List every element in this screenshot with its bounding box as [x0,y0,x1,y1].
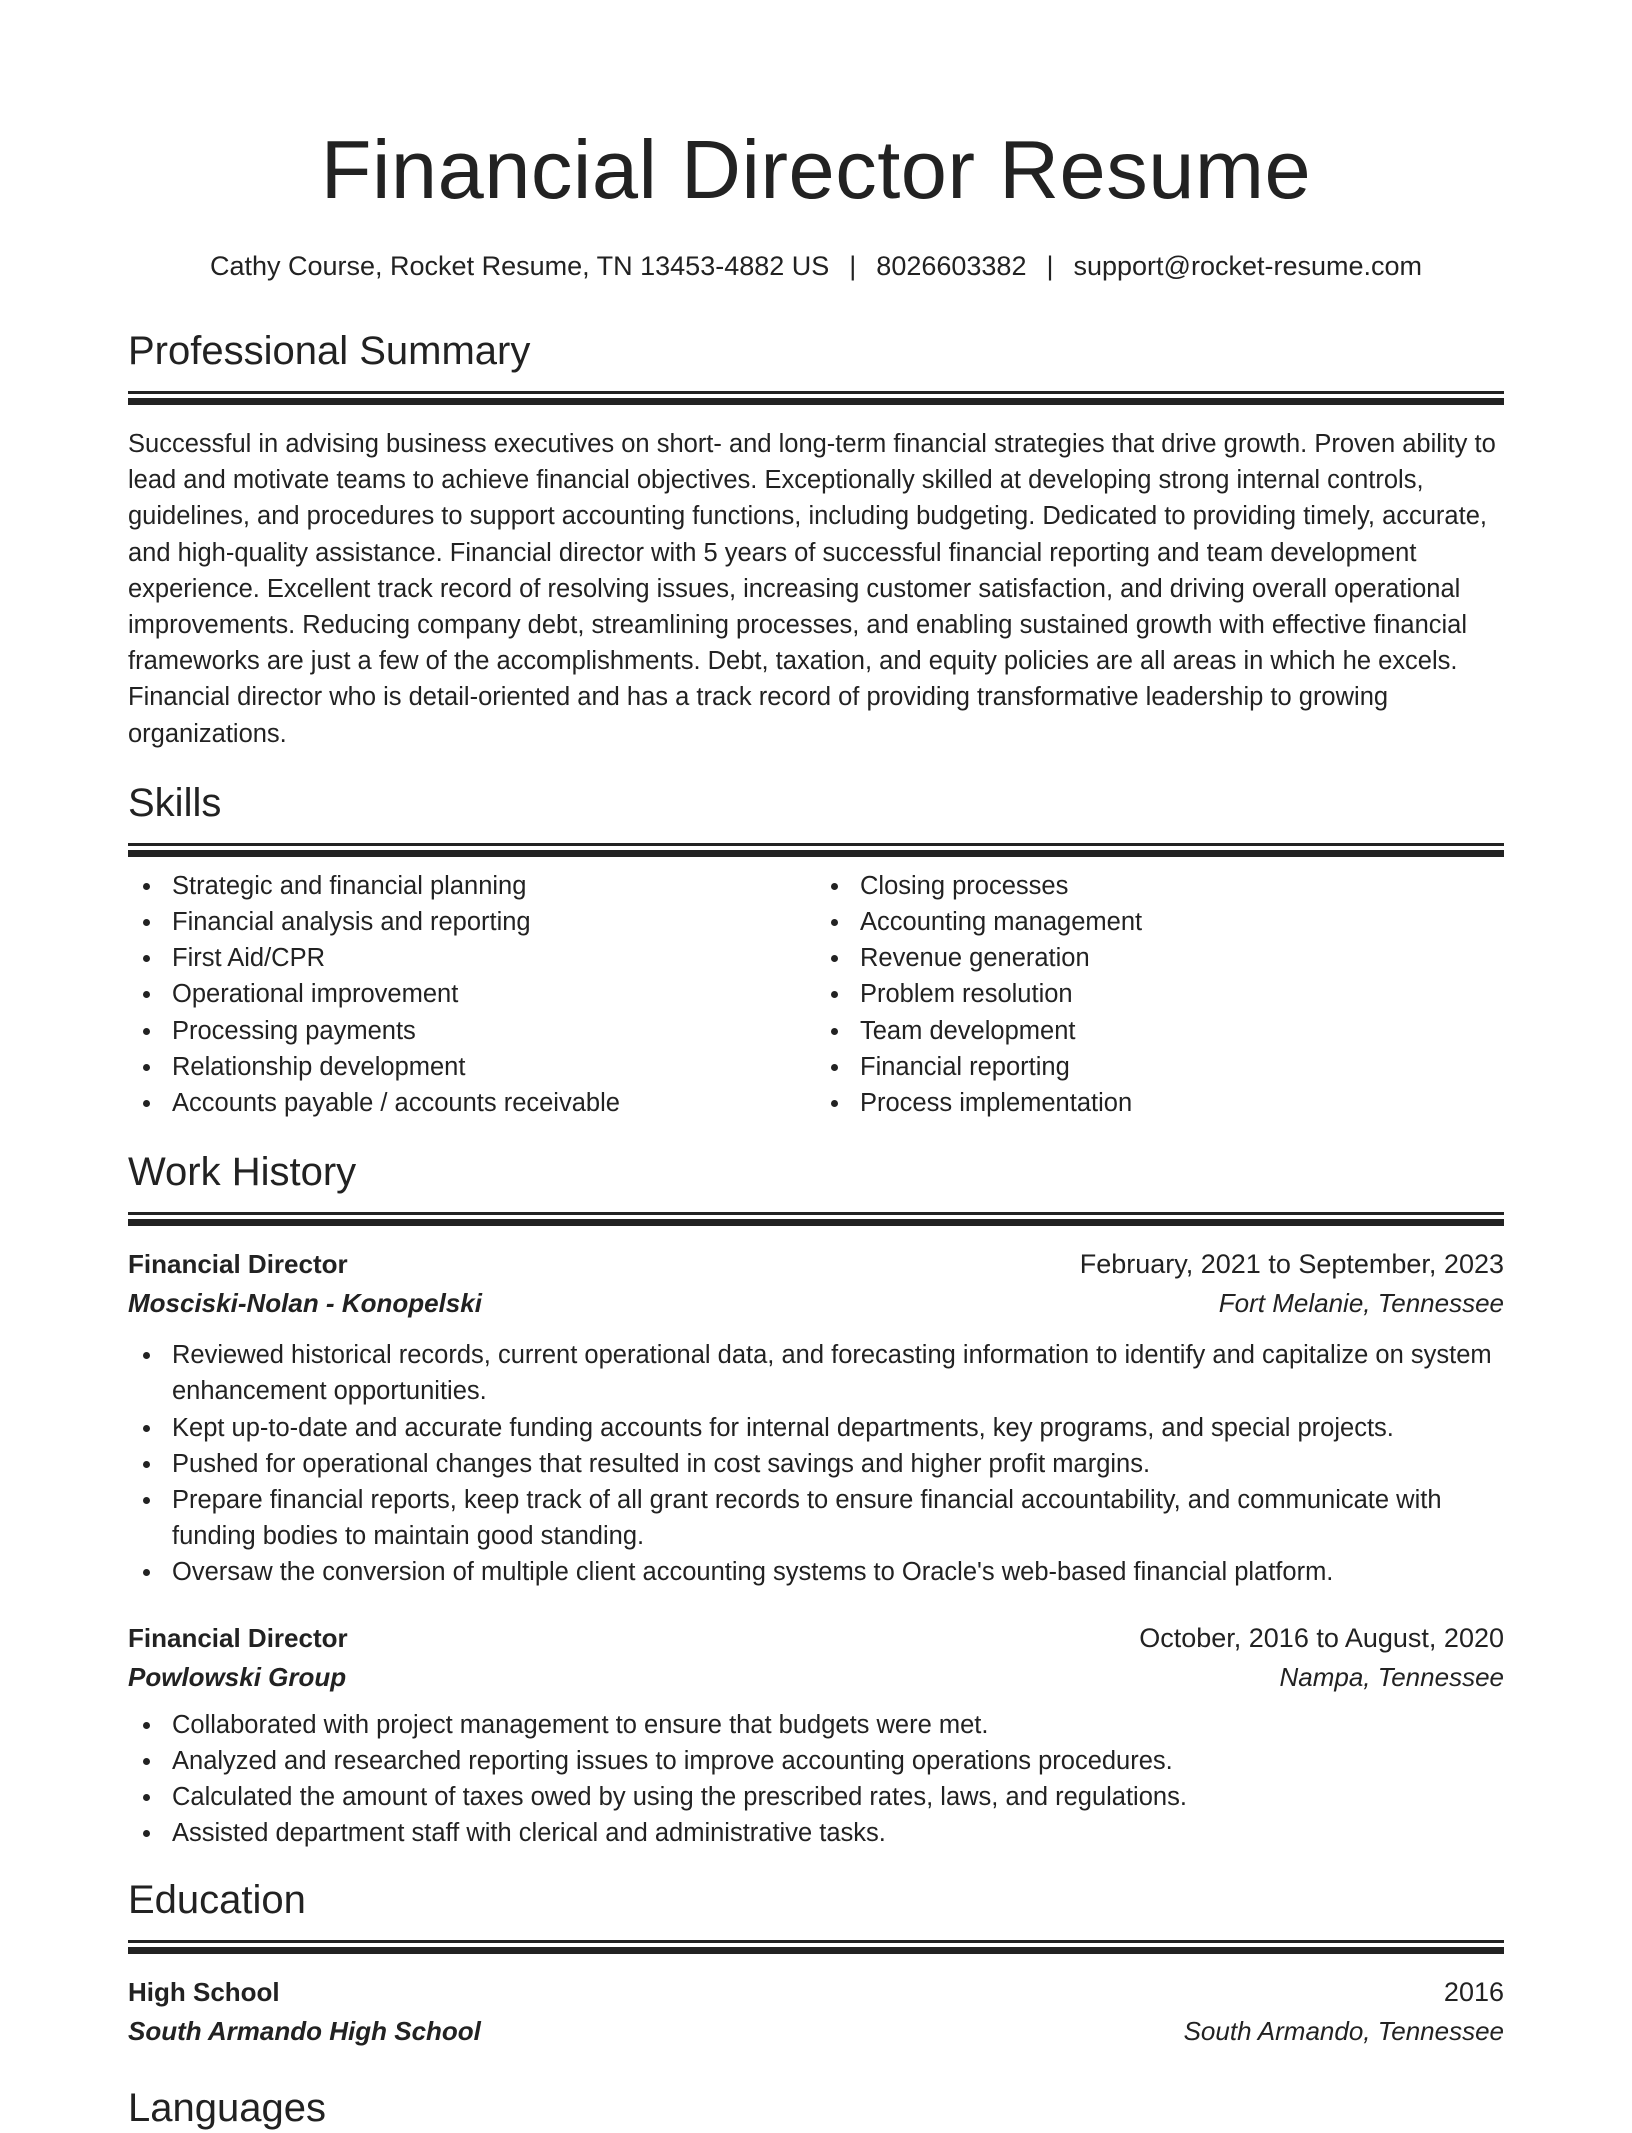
section-divider [128,1212,1504,1215]
job-company-row [128,1283,1504,1323]
skill-item: Team development [816,1013,1504,1049]
skill-item: First Aid/CPR [128,940,816,976]
skill-item: Financial analysis and reporting [128,904,816,940]
job-bullet: Collaborated with project management to ensure that budgets were met. [128,1707,1504,1743]
job-company-row [128,1657,1504,1697]
job-bullet: Calculated the amount of taxes owed by using the prescribed rates, laws, and regulations. [128,1779,1504,1815]
contact-email[interactable]: support@rocket-resume.com [1073,251,1423,281]
skill-item: Accounts payable / accounts receivable [128,1085,816,1121]
section-divider [128,843,1504,846]
skills-columns [128,868,1504,1121]
job-entry [128,1245,1504,1590]
job-bullet: Pushed for operational changes that resulted in cost savings and higher profit margins. [128,1446,1504,1482]
skill-item: Process implementation [816,1085,1504,1121]
skill-item: Strategic and financial planning [128,868,816,904]
contact-line [128,246,1504,286]
job-title: Financial Director [128,1249,348,1280]
job-company: Mosciski-Nolan - Konopelski [128,1288,482,1319]
skill-item: Problem resolution [816,976,1504,1012]
skill-item: Relationship development [128,1049,816,1085]
job-bullet: Kept up-to-date and accurate funding accounts for internal departments, key programs, and special projects. [128,1410,1504,1446]
work-history-section [128,1147,1504,1851]
job-company: Powlowski Group [128,1661,347,1692]
contact-separator: | [849,251,857,281]
job-bullet: Prepare financial reports, keep track of all grant records to ensure financial accountability, and communicate with funding bodies to maintain good standing. [128,1482,1504,1554]
job-location: Fort Melanie, Tennessee [1218,1288,1504,1319]
job-dates: October, 2016 to August, 2020 [1139,1622,1504,1653]
education-location: South Armando, Tennessee [1183,2016,1504,2047]
languages-section [128,2083,1504,2133]
skill-item: Financial reporting [816,1049,1504,1085]
job-header-row [128,1619,1504,1657]
job-bullet: Oversaw the conversion of multiple client accounting systems to Oracle's web-based financial platform. [128,1554,1504,1590]
section-divider [128,391,1504,394]
skill-item: Revenue generation [816,940,1504,976]
education-degree: High School [128,1977,280,2008]
job-dates: February, 2021 to September, 2023 [1079,1249,1504,1280]
contact-separator: | [1046,251,1054,281]
skill-item: Operational improvement [128,976,816,1012]
job-bullet: Assisted department staff with clerical and administrative tasks. [128,1815,1504,1851]
skill-item: Closing processes [816,868,1504,904]
section-heading-skills: Skills [128,780,222,825]
summary-text: Successful in advising business executives on short- and long-term financial strategies that drive growth. Proven ability to lead and motivate teams to achieve financial objectives. Exceptionally skilled at developing strong internal controls, guidelines, and procedures to support accounting functions, including budgeting. Dedicated to providing timely, accurate, and high-quality assistance. Financial director with 5 years of successful financial reporting and team development experience. Excellent track record of resolving issues, increasing customer satisfaction, and driving overall operational improvements. Reducing company debt, streamlining processes, and enabling sustained growth with effective financial frameworks are just a few of the accomplishments. Debt, taxation, and equity policies are all areas in which he excels. Financial director who is detail-oriented and has a track record of providing transformative leadership to growing organizations. [128,430,1496,748]
job-bullets [128,1707,1504,1852]
job-title: Financial Director [128,1622,348,1653]
document-title: Financial Director Resume [320,123,1312,216]
skill-item: Processing payments [128,1013,816,1049]
section-heading-work-history: Work History [128,1150,357,1195]
job-bullets [128,1337,1504,1590]
job-header-row [128,1245,1504,1283]
section-divider [128,1940,1504,1943]
contact-address: Cathy Course, Rocket Resume, TN 13453-4882 US [209,251,830,281]
job-entry [128,1619,1504,1852]
contact-phone: 8026603382 [876,251,1027,281]
job-bullet: Analyzed and researched reporting issues to improve accounting operations procedures. [128,1743,1504,1779]
skills-section [128,778,1504,1121]
education-school: South Armando High School [128,2016,481,2047]
job-location: Nampa, Tennessee [1279,1661,1504,1692]
education-year: 2016 [1443,1977,1504,2008]
section-heading-languages: Languages [128,2086,326,2131]
skills-list-left [128,868,816,1121]
skills-list-right [816,868,1504,1121]
skill-item: Accounting management [816,904,1504,940]
summary-section [128,326,1504,752]
education-section [128,1875,1504,2051]
education-school-row [128,2011,1504,2051]
section-heading-summary: Professional Summary [128,329,531,373]
section-heading-education: Education [128,1878,306,1923]
job-bullet: Reviewed historical records, current operational data, and forecasting information to identify and capitalize on system enhancement opportunities. [128,1337,1504,1409]
education-header-row [128,1973,1504,2011]
education-entry [128,1973,1504,2051]
